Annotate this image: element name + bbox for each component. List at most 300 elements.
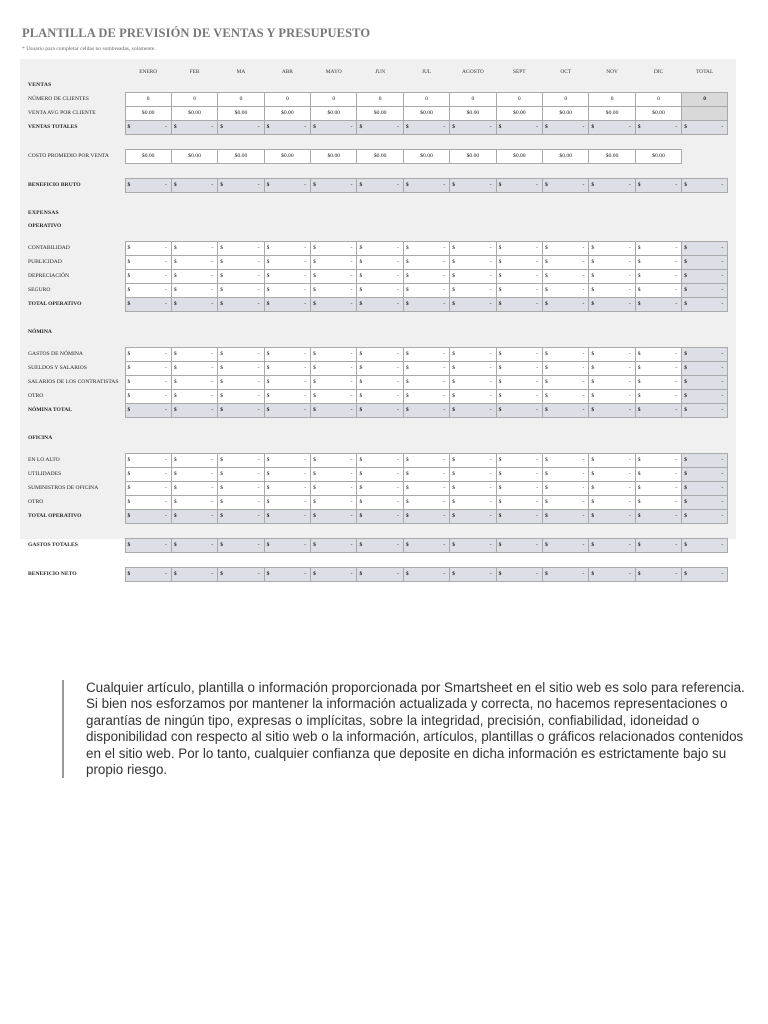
row-label: NÓMINA TOTAL [28,407,72,413]
calculated-cell [125,376,171,390]
spacer-cell [311,339,357,348]
cell-value: - [165,301,167,307]
calculated-cell [171,348,217,362]
input-cell[interactable]: $0.00 [589,107,635,121]
cell-value: - [489,245,492,251]
currency-symbol: $ [498,365,502,371]
input-cell[interactable]: $0.00 [496,107,542,121]
cell-value: - [304,457,307,463]
calculated-cell [543,242,589,256]
calculated-cell [635,256,681,270]
spacer-cell [357,233,403,242]
currency-symbol: $ [220,365,224,371]
cell-value: - [304,393,307,399]
cell-value: - [211,407,214,413]
calculated-cell [218,256,264,270]
cell-value: - [675,407,678,413]
input-cell[interactable]: 0 [496,93,542,107]
spacer-cell [125,432,171,445]
spacer-cell [589,164,635,179]
calculated-cell [311,121,357,135]
cell-value: - [489,365,492,371]
spacer-cell [311,445,357,454]
spacer-cell [311,418,357,433]
input-cell[interactable]: 0 [218,93,264,107]
calculated-cell [218,179,264,193]
calculated-cell [264,539,310,553]
spacer-cell [543,164,589,179]
row-label: SALARIOS DE LOS CONTRATISTAS [28,379,119,385]
expense-row [28,256,728,270]
input-cell[interactable]: $0.00 [357,150,403,164]
currency-symbol: $ [220,287,224,293]
row-label: GASTOS DE NÓMINA [28,351,83,357]
calculated-cell [682,539,728,553]
cell-value: - [350,287,353,293]
spacer-cell [682,150,728,164]
calculated-cell [218,404,264,418]
calculated-cell [450,179,496,193]
cell-value: - [582,407,585,413]
calculated-cell [635,362,681,376]
row-gap [28,553,728,568]
spacer-cell [450,220,496,233]
calculated-cell [635,121,681,135]
input-cell[interactable]: 0 [357,93,403,107]
spacer-cell [450,193,496,208]
input-cell[interactable]: $0.00 [496,150,542,164]
spacer-cell [264,233,310,242]
input-cell[interactable]: $0.00 [450,107,496,121]
calculated-cell [635,376,681,390]
cell-value: - [304,379,307,385]
cell-value: - [165,513,167,519]
cell-value: - [211,542,214,548]
cell-value: - [165,124,167,130]
currency-symbol: $ [591,471,595,477]
currency-symbol: $ [405,273,409,279]
spacer-cell [357,432,403,445]
input-cell[interactable]: $0.00 [635,150,681,164]
spacer-cell [682,312,728,327]
input-cell[interactable]: $0.00 [450,150,496,164]
input-cell[interactable]: $0.00 [125,150,171,164]
currency-symbol: $ [220,259,224,265]
input-cell[interactable]: 0 [589,93,635,107]
cell-value: - [489,513,492,519]
currency-symbol: $ [405,499,409,505]
cell-value: - [257,499,260,505]
currency-symbol: $ [545,351,548,357]
calculated-cell [450,496,496,510]
currency-symbol: $ [452,351,456,357]
calculated-cell [357,539,403,553]
cell-value: - [489,457,492,463]
spacer-cell [543,445,589,454]
currency-symbol: $ [405,365,409,371]
row-label: TOTAL OPERATIVO [28,301,82,307]
spacer-cell [171,418,217,433]
calculated-cell [496,496,542,510]
currency-symbol: $ [637,407,641,413]
calculated-cell [311,539,357,553]
spacer-cell [403,339,449,348]
calculated-cell [589,242,635,256]
input-cell[interactable]: $0.00 [311,150,357,164]
cell-value: - [536,499,539,505]
currency-symbol: $ [359,273,363,279]
calculated-cell [496,256,542,270]
calculated-cell [589,362,635,376]
total-header: TOTAL [696,68,714,75]
calculated-cell [171,539,217,553]
cell-value: - [628,365,631,371]
currency-symbol: $ [405,245,409,251]
cell-value: - [304,499,307,505]
currency-symbol: $ [498,245,502,251]
cell-value: - [257,379,260,385]
spacer-cell [28,233,125,242]
calculated-cell [125,390,171,404]
spacer-cell [171,312,217,327]
calculated-cell [264,121,310,135]
currency-symbol: $ [266,513,270,519]
calculated-cell [496,468,542,482]
calculated-cell [218,496,264,510]
currency-symbol: $ [452,365,456,371]
calculated-cell [264,510,310,524]
currency-symbol: $ [591,571,595,577]
currency-symbol: $ [173,471,177,477]
currency-symbol: $ [498,513,502,519]
calculated-cell [264,348,310,362]
spacer-cell [682,233,728,242]
calculated-cell [311,404,357,418]
calculated-cell [171,179,217,193]
currency-symbol: $ [266,393,270,399]
row-label: UTILIDADES [28,471,62,477]
spacer-cell [218,135,264,150]
calculated-cell [450,390,496,404]
calculated-cell [264,362,310,376]
calculated-cell [125,242,171,256]
cell-value: - [628,393,631,399]
spacer-cell [543,312,589,327]
input-cell[interactable]: $0.00 [543,150,589,164]
cell-value: - [396,457,399,463]
input-cell[interactable]: $0.00 [171,150,217,164]
currency-symbol: $ [405,259,409,265]
cell-value: - [396,124,399,130]
spacer-cell [682,432,728,445]
expense-row [28,390,728,404]
currency-symbol: $ [266,124,270,130]
currency-symbol: $ [637,393,641,399]
cell-value: - [211,124,214,130]
cell-value: - [628,485,631,491]
cell-value: - [165,407,167,413]
cell-value: - [721,571,724,577]
spacer-cell [543,193,589,208]
currency-symbol: $ [220,351,224,357]
cell-value: - [582,245,585,251]
cell-value: - [304,182,307,188]
cell-value: - [165,351,167,357]
cell-value: - [350,245,353,251]
calculated-cell [125,179,171,193]
cell-value: - [675,393,678,399]
spacer-cell [28,418,125,433]
input-cell[interactable]: $0.00 [264,150,310,164]
spacer-cell [218,79,264,93]
currency-symbol: $ [359,457,363,463]
cell-value: - [304,513,307,519]
month-header: AGOSTO [462,68,484,75]
input-cell[interactable]: $0.00 [403,150,449,164]
input-cell[interactable]: $0.00 [218,107,264,121]
expense-row [28,454,728,468]
cell-value: - [628,513,631,519]
spacer-cell [28,312,125,327]
cell-value: - [211,471,214,477]
spacer-cell [357,164,403,179]
cell-value: - [257,393,260,399]
calculated-cell [682,256,728,270]
currency-symbol: $ [545,499,548,505]
calculated-cell [635,270,681,284]
cell-value: - [350,571,353,577]
input-cell[interactable]: 0 [171,93,217,107]
month-header: NOV [606,68,618,75]
currency-symbol: $ [498,471,502,477]
calculated-cell [682,404,728,418]
spacer-cell [403,220,449,233]
cell-value: - [489,379,492,385]
row-label: VENTAS TOTALES [28,124,78,130]
spacer-cell [496,445,542,454]
currency-symbol: $ [405,485,409,491]
calculated-cell [589,539,635,553]
calculated-cell [496,568,542,582]
cell-value: - [628,407,631,413]
currency-symbol: $ [127,542,131,548]
spacer-cell [635,524,681,539]
input-cell[interactable]: 0 [264,93,310,107]
currency-symbol: $ [127,259,131,265]
currency-symbol: $ [591,485,595,491]
cell-value: - [396,471,399,477]
spacer-cell [589,432,635,445]
input-cell[interactable]: $0.00 [264,107,310,121]
currency-symbol: $ [359,485,363,491]
calculated-cell [403,256,449,270]
currency-symbol: $ [405,457,409,463]
input-cell[interactable]: $0.00 [357,107,403,121]
currency-symbol: $ [545,542,548,548]
spacer-cell [125,445,171,454]
currency-symbol: $ [313,513,316,519]
input-cell[interactable]: 0 [450,93,496,107]
currency-symbol: $ [173,124,177,130]
input-cell[interactable]: 0 [635,93,681,107]
calculated-cell [450,510,496,524]
calculated-cell [496,376,542,390]
calculated-cell [264,468,310,482]
calculated-cell [543,348,589,362]
spacer-cell [496,233,542,242]
calculated-cell [682,242,728,256]
calculated-cell [682,454,728,468]
input-cell[interactable]: $0.00 [635,107,681,121]
spacer-cell [403,432,449,445]
spacer-cell [264,418,310,433]
cell-value: - [257,351,260,357]
calculated-cell [682,284,728,298]
input-cell[interactable]: $0.00 [543,107,589,121]
cell-value: - [165,287,167,293]
calculated-cell [682,270,728,284]
spacer-cell [264,79,310,93]
cell-value: - [489,499,492,505]
calculated-cell [125,404,171,418]
calculated-cell [450,376,496,390]
calculated-cell [496,242,542,256]
cell-value: - [396,379,399,385]
calculated-cell [171,454,217,468]
cell-value: - [536,351,539,357]
currency-symbol: $ [359,182,363,188]
cell-value: - [211,571,214,577]
cell-value: - [628,245,631,251]
currency-symbol: $ [405,542,409,548]
cell-value: - [628,471,631,477]
currency-symbol: $ [591,182,595,188]
calculated-cell [357,390,403,404]
cell-value: - [396,542,399,548]
calculated-cell [403,348,449,362]
cell-value: - [396,245,399,251]
spacer-cell [543,326,589,339]
currency-symbol: $ [220,407,224,413]
row-gap [28,233,728,242]
currency-symbol: $ [220,542,224,548]
calculated-cell [635,404,681,418]
row-num-clientes [28,93,728,107]
cell-value: - [257,301,260,307]
spacer-cell [450,312,496,327]
cell-value: - [211,513,214,519]
expense-row [28,468,728,482]
cell-value: - [721,471,724,477]
cell-value: - [489,301,492,307]
row-label: PUBLICIDAD [28,259,62,265]
calculated-cell [635,390,681,404]
spacer-cell [218,553,264,568]
currency-symbol: $ [637,365,641,371]
spacer-cell [682,164,728,179]
cell-value: - [396,351,399,357]
calculated-cell [589,298,635,312]
input-cell[interactable]: 0 [403,93,449,107]
cell-value: - [628,259,631,265]
currency-symbol: $ [220,457,224,463]
currency-symbol: $ [637,571,641,577]
calculated-cell [311,256,357,270]
cell-value: - [350,351,353,357]
calculated-cell [357,482,403,496]
input-cell[interactable]: $0.00 [125,107,171,121]
calculated-cell [450,568,496,582]
calculated-cell [125,121,171,135]
cell-value: - [536,407,539,413]
calculated-cell [450,468,496,482]
row-oficina-total [28,510,728,524]
input-cell[interactable]: $0.00 [171,107,217,121]
input-cell[interactable]: 0 [125,93,171,107]
cell-value: - [211,393,214,399]
spacer-cell [28,524,125,539]
currency-symbol: $ [405,301,409,307]
spacer-cell [357,418,403,433]
calculated-cell [543,539,589,553]
calculated-cell [450,256,496,270]
calculated-cell [589,121,635,135]
cell-value: - [350,379,353,385]
expense-row [28,482,728,496]
calculated-cell [496,390,542,404]
input-cell[interactable]: $0.00 [589,150,635,164]
currency-symbol: $ [684,182,687,188]
currency-symbol: $ [313,301,316,307]
calculated-cell [450,242,496,256]
calculated-cell [682,362,728,376]
input-cell[interactable]: 0 [311,93,357,107]
row-label: SEGURO [28,287,51,293]
spacer-cell [311,79,357,93]
input-cell[interactable]: $0.00 [218,150,264,164]
currency-symbol: $ [684,124,687,130]
calculated-cell [264,270,310,284]
input-cell[interactable]: $0.00 [311,107,357,121]
calculated-cell [682,376,728,390]
currency-symbol: $ [266,351,270,357]
cell-value: - [165,379,167,385]
spacer-cell [28,445,125,454]
spacer-cell [125,220,171,233]
cell-value: - [582,485,585,491]
currency-symbol: $ [591,393,595,399]
cell-value: - [536,457,539,463]
cell-value: - [582,393,585,399]
spacer-cell [403,524,449,539]
cell-value: - [304,485,307,491]
calculated-cell [496,179,542,193]
cell-value: - [443,407,446,413]
row-operativo-total [28,298,728,312]
input-cell[interactable]: $0.00 [403,107,449,121]
input-cell[interactable]: 0 [543,93,589,107]
calculated-cell [357,454,403,468]
calculated-cell [543,390,589,404]
row-label: BENEFICIO BRUTO [28,182,81,188]
currency-symbol: $ [313,182,316,188]
calculated-cell [264,390,310,404]
spacer-cell [171,445,217,454]
calculated-cell [543,376,589,390]
calculated-cell [171,270,217,284]
calculated-cell [264,298,310,312]
calculated-cell [311,568,357,582]
